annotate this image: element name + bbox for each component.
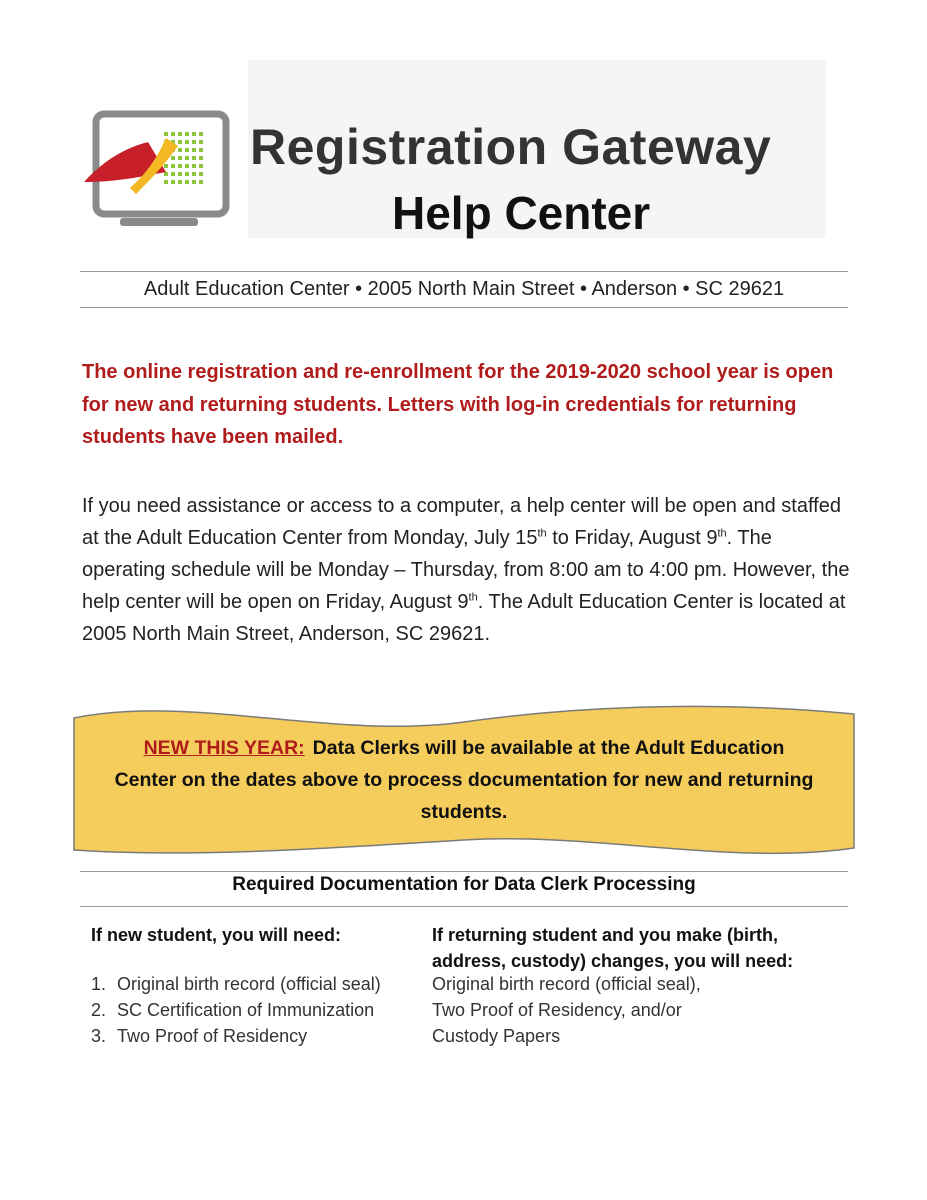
returning-heading-line: address, custody) changes, you will need: xyxy=(432,951,794,971)
ordinal-suffix: th xyxy=(537,527,547,540)
list-item: 2. SC Certification of Immunization xyxy=(91,1000,375,1020)
paragraph-part: . The operating schedule will be Monday – Thursday, from 8:00 am to 4:00 pm. However, the help center will be open on Friday, August 9 xyxy=(82,527,850,613)
ordinal-suffix: th xyxy=(468,591,478,604)
list-item: Two Proof of Residency, and/or xyxy=(432,1000,682,1020)
new-student-list xyxy=(91,971,381,1049)
requirements-title: Required Documentation for Data Clerk Processing xyxy=(232,874,696,895)
app-title: Registration Gateway xyxy=(250,119,772,175)
divider-req-top xyxy=(80,871,848,872)
returning-student-heading xyxy=(432,922,793,974)
list-item-text: Original birth record (official seal) xyxy=(117,974,381,994)
assistance-paragraph xyxy=(82,490,852,650)
list-item: Original birth record (official seal), xyxy=(432,974,701,994)
list-item: 1. Original birth record (official seal) xyxy=(91,974,381,994)
address-line: Adult Education Center • 2005 North Main Street • Anderson • SC 29621 xyxy=(143,278,785,300)
banner-label: NEW THIS YEAR: xyxy=(143,737,305,759)
ordinal-suffix: th xyxy=(717,527,727,540)
returning-heading-line: If returning student and you make (birth, xyxy=(432,925,779,945)
paragraph-part: to Friday, August 9 xyxy=(546,527,718,549)
returning-student-list xyxy=(432,971,701,1049)
announcement-text: The online registration and re-enrollment for the 2019-2020 school year is open for new and returning students. Letters with log-in credentials for returning students have been mailed. xyxy=(82,361,834,448)
new-this-year-banner xyxy=(72,700,856,860)
divider-bottom xyxy=(80,307,848,308)
app-subtitle: Help Center xyxy=(392,187,651,239)
computer-monitor-documents-icon xyxy=(82,110,232,230)
list-item-text: SC Certification of Immunization xyxy=(117,1000,375,1020)
list-item: Custody Papers xyxy=(432,1026,561,1046)
paragraph-part: . The Adult Education Center is located at 2005 North Main Street, Anderson, SC 29621. xyxy=(82,591,846,645)
list-item-text: Two Proof of Residency xyxy=(117,1026,308,1046)
paragraph-part: If you need assistance or access to a computer, a help center will be open and staffed at the Adult Education Center from Monday, July 15 xyxy=(82,495,841,549)
new-student-heading: If new student, you will need: xyxy=(91,925,342,945)
header-logo xyxy=(82,60,827,240)
banner-message: Data Clerks will be available at the Adult Education Center on the dates above to process documentation for new and returning students. xyxy=(114,737,814,823)
divider-req-bottom xyxy=(80,906,848,907)
list-item: 3. Two Proof of Residency xyxy=(91,1026,308,1046)
banner-text xyxy=(112,732,816,828)
divider-top xyxy=(80,271,848,272)
